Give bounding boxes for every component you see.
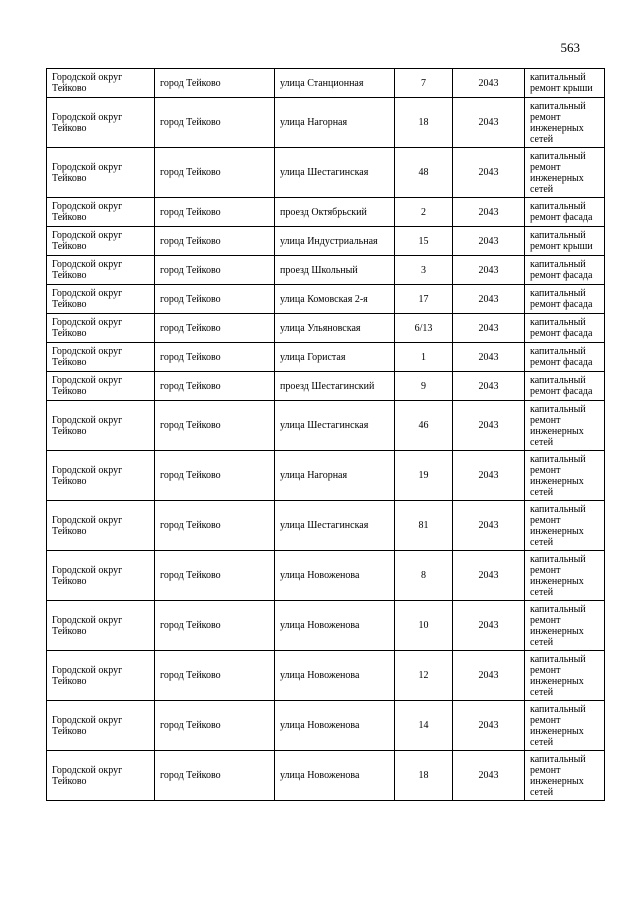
house-number-cell: 7	[395, 69, 453, 98]
year-cell: 2043	[453, 451, 525, 501]
district-cell: Городской округ Тейково	[47, 601, 155, 651]
table-row	[47, 69, 605, 98]
city-cell: город Тейково	[155, 198, 275, 227]
street-cell: проезд Шестагинский	[275, 372, 395, 401]
year-cell: 2043	[453, 372, 525, 401]
work-type-cell: капитальный ремонт инженерных сетей	[525, 501, 605, 551]
table-row	[47, 551, 605, 601]
street-cell: улица Шестагинская	[275, 501, 395, 551]
work-type-cell: капитальный ремонт инженерных сетей	[525, 551, 605, 601]
district-cell: Городской округ Тейково	[47, 343, 155, 372]
street-cell: улица Новоженова	[275, 651, 395, 701]
district-cell: Городской округ Тейково	[47, 451, 155, 501]
table-row	[47, 501, 605, 551]
city-cell: город Тейково	[155, 601, 275, 651]
year-cell: 2043	[453, 285, 525, 314]
district-cell: Городской округ Тейково	[47, 501, 155, 551]
table-row	[47, 343, 605, 372]
city-cell: город Тейково	[155, 451, 275, 501]
table-row	[47, 451, 605, 501]
district-cell: Городской округ Тейково	[47, 651, 155, 701]
district-cell: Городской округ Тейково	[47, 256, 155, 285]
year-cell: 2043	[453, 256, 525, 285]
city-cell: город Тейково	[155, 343, 275, 372]
house-number-cell: 3	[395, 256, 453, 285]
district-cell: Городской округ Тейково	[47, 551, 155, 601]
house-number-cell: 2	[395, 198, 453, 227]
work-type-cell: капитальный ремонт фасада	[525, 343, 605, 372]
table-row	[47, 401, 605, 451]
district-cell: Городской округ Тейково	[47, 198, 155, 227]
repair-schedule-table	[46, 68, 605, 801]
year-cell: 2043	[453, 751, 525, 801]
work-type-cell: капитальный ремонт фасада	[525, 256, 605, 285]
work-type-cell: капитальный ремонт фасада	[525, 285, 605, 314]
street-cell: улица Индустриальная	[275, 227, 395, 256]
street-cell: улица Станционная	[275, 69, 395, 98]
table-row	[47, 227, 605, 256]
year-cell: 2043	[453, 98, 525, 148]
year-cell: 2043	[453, 148, 525, 198]
city-cell: город Тейково	[155, 551, 275, 601]
work-type-cell: капитальный ремонт инженерных сетей	[525, 401, 605, 451]
street-cell: улица Новоженова	[275, 701, 395, 751]
district-cell: Городской округ Тейково	[47, 227, 155, 256]
street-cell: улица Ульяновская	[275, 314, 395, 343]
work-type-cell: капитальный ремонт инженерных сетей	[525, 148, 605, 198]
street-cell: проезд Октябрьский	[275, 198, 395, 227]
work-type-cell: капитальный ремонт инженерных сетей	[525, 451, 605, 501]
district-cell: Городской округ Тейково	[47, 701, 155, 751]
table-row	[47, 651, 605, 701]
city-cell: город Тейково	[155, 98, 275, 148]
street-cell: улица Гористая	[275, 343, 395, 372]
house-number-cell: 81	[395, 501, 453, 551]
house-number-cell: 46	[395, 401, 453, 451]
street-cell: проезд Школьный	[275, 256, 395, 285]
year-cell: 2043	[453, 501, 525, 551]
street-cell: улица Нагорная	[275, 98, 395, 148]
city-cell: город Тейково	[155, 401, 275, 451]
work-type-cell: капитальный ремонт инженерных сетей	[525, 98, 605, 148]
table-row	[47, 372, 605, 401]
district-cell: Городской округ Тейково	[47, 314, 155, 343]
street-cell: улица Комовская 2-я	[275, 285, 395, 314]
house-number-cell: 1	[395, 343, 453, 372]
year-cell: 2043	[453, 198, 525, 227]
city-cell: город Тейково	[155, 372, 275, 401]
house-number-cell: 6/13	[395, 314, 453, 343]
year-cell: 2043	[453, 401, 525, 451]
city-cell: город Тейково	[155, 701, 275, 751]
street-cell: улица Нагорная	[275, 451, 395, 501]
work-type-cell: капитальный ремонт инженерных сетей	[525, 651, 605, 701]
city-cell: город Тейково	[155, 256, 275, 285]
house-number-cell: 15	[395, 227, 453, 256]
city-cell: город Тейково	[155, 69, 275, 98]
table-row	[47, 701, 605, 751]
city-cell: город Тейково	[155, 285, 275, 314]
work-type-cell: капитальный ремонт фасада	[525, 372, 605, 401]
city-cell: город Тейково	[155, 501, 275, 551]
district-cell: Городской округ Тейково	[47, 285, 155, 314]
district-cell: Городской округ Тейково	[47, 401, 155, 451]
city-cell: город Тейково	[155, 148, 275, 198]
work-type-cell: капитальный ремонт крыши	[525, 227, 605, 256]
table-row	[47, 751, 605, 801]
work-type-cell: капитальный ремонт инженерных сетей	[525, 751, 605, 801]
year-cell: 2043	[453, 227, 525, 256]
year-cell: 2043	[453, 551, 525, 601]
year-cell: 2043	[453, 651, 525, 701]
city-cell: город Тейково	[155, 651, 275, 701]
street-cell: улица Шестагинская	[275, 148, 395, 198]
street-cell: улица Новоженова	[275, 601, 395, 651]
year-cell: 2043	[453, 343, 525, 372]
work-type-cell: капитальный ремонт инженерных сетей	[525, 601, 605, 651]
district-cell: Городской округ Тейково	[47, 148, 155, 198]
year-cell: 2043	[453, 69, 525, 98]
district-cell: Городской округ Тейково	[47, 372, 155, 401]
house-number-cell: 18	[395, 751, 453, 801]
table-row	[47, 256, 605, 285]
work-type-cell: капитальный ремонт инженерных сетей	[525, 701, 605, 751]
house-number-cell: 18	[395, 98, 453, 148]
house-number-cell: 48	[395, 148, 453, 198]
street-cell: улица Новоженова	[275, 551, 395, 601]
district-cell: Городской округ Тейково	[47, 98, 155, 148]
district-cell: Городской округ Тейково	[47, 69, 155, 98]
house-number-cell: 12	[395, 651, 453, 701]
page-number: 563	[560, 40, 580, 55]
work-type-cell: капитальный ремонт фасада	[525, 314, 605, 343]
year-cell: 2043	[453, 314, 525, 343]
house-number-cell: 14	[395, 701, 453, 751]
table-row	[47, 601, 605, 651]
year-cell: 2043	[453, 601, 525, 651]
district-cell: Городской округ Тейково	[47, 751, 155, 801]
house-number-cell: 17	[395, 285, 453, 314]
city-cell: город Тейково	[155, 751, 275, 801]
year-cell: 2043	[453, 701, 525, 751]
city-cell: город Тейково	[155, 227, 275, 256]
table-body	[47, 69, 605, 801]
work-type-cell: капитальный ремонт фасада	[525, 198, 605, 227]
house-number-cell: 10	[395, 601, 453, 651]
table-row	[47, 98, 605, 148]
house-number-cell: 8	[395, 551, 453, 601]
house-number-cell: 9	[395, 372, 453, 401]
table-row	[47, 285, 605, 314]
work-type-cell: капитальный ремонт крыши	[525, 69, 605, 98]
table-row	[47, 198, 605, 227]
table-row	[47, 148, 605, 198]
table-row	[47, 314, 605, 343]
street-cell: улица Шестагинская	[275, 401, 395, 451]
city-cell: город Тейково	[155, 314, 275, 343]
house-number-cell: 19	[395, 451, 453, 501]
street-cell: улица Новоженова	[275, 751, 395, 801]
